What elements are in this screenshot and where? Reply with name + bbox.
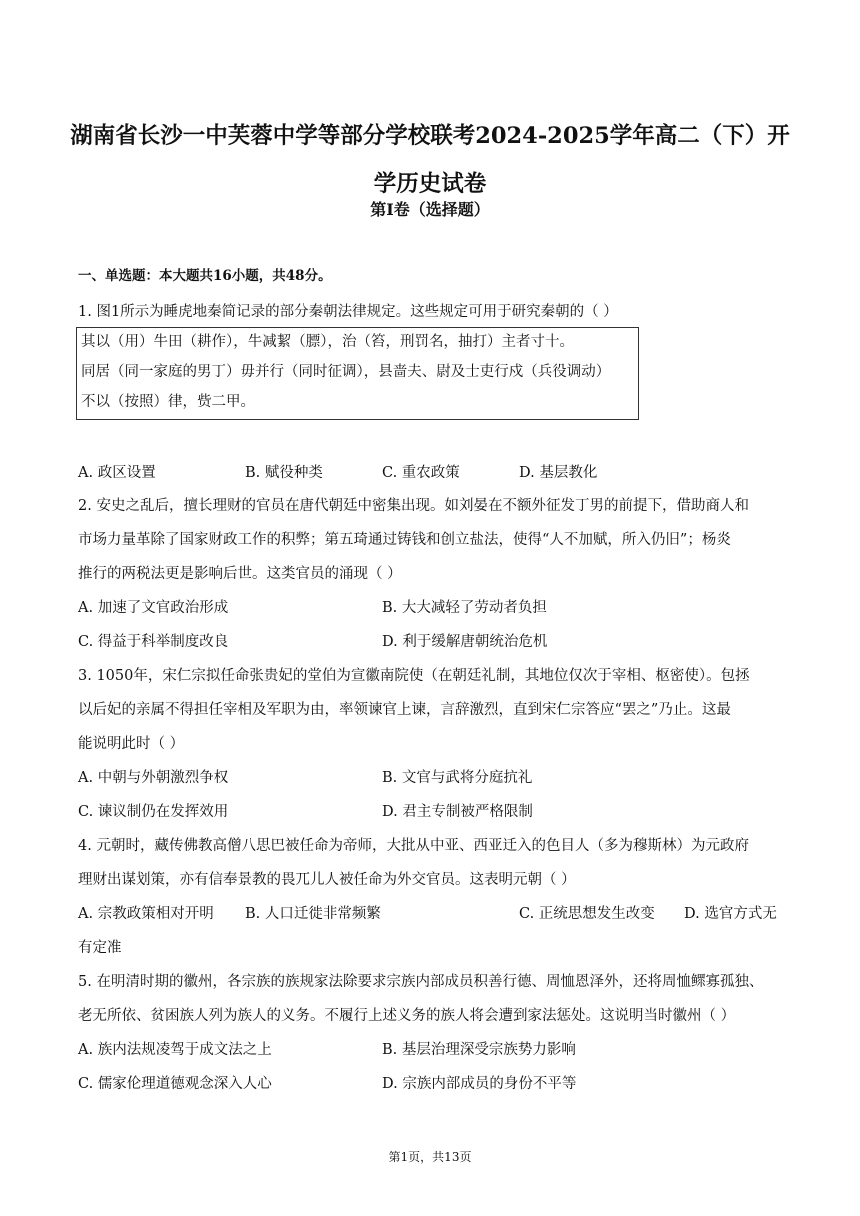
q5-option-c: C. 儒家伦理道德观念深入人心 [78, 1076, 272, 1092]
q5-stem-line-2: 老无所依、贫困族人列为族人的义务。不履行上述义务的族人将会遭到家法惩处。这说明当时徽州（ ） [78, 1008, 736, 1024]
q4-stem-line-2: 理财出谋划策，亦有信奉景教的畏兀儿人被任命为外交官员。这表明元朝（ ） [78, 872, 576, 888]
page-title: 湖南省长沙一中芙蓉中学等部分学校联考2024-2025学年高二（下）开学历史试卷 [70, 123, 790, 197]
q1-box-line-2: 同居（同一家庭的男丁）毋并行（同时征调），县啬夫、尉及士吏行戍（兵役调动） [81, 364, 611, 380]
q3-stem-line-3: 能说明此时（ ） [78, 736, 185, 752]
q2-option-d: D. 利于缓解唐朝统治危机 [382, 634, 548, 650]
q5-option-b: B. 基层治理深受宗族势力影响 [382, 1042, 576, 1058]
q3-option-d: D. 君主专制被严格限制 [382, 804, 533, 820]
q1-source-box [76, 327, 639, 420]
q1-stem: 1. 图1所示为睡虎地秦简记录的部分秦朝法律规定。这些规定可用于研究秦朝的（ ） [78, 304, 618, 320]
q2-option-b: B. 大大减轻了劳动者负担 [382, 600, 547, 616]
q3-option-c: C. 谏议制仍在发挥效用 [78, 804, 229, 820]
q2-option-a: A. 加速了文官政治形成 [78, 600, 229, 616]
section-heading: 一、单选题：本大题共16小题，共48分。 [78, 268, 332, 284]
q3-option-a: A. 中朝与外朝激烈争权 [78, 770, 229, 786]
q2-option-c: C. 得益于科举制度改良 [78, 634, 229, 650]
q5-stem-line-1: 5. 在明清时期的徽州，各宗族的族规家法除要求宗族内部成员积善行德、周恤恩泽外，还将周恤鳏寡孤独、 [78, 974, 764, 990]
q4-option-c: C. 正统思想发生改变 [519, 906, 655, 922]
q1-box-line-1: 其以（用）牛田（耕作），牛减絜（膘），治（笞，刑罚名，抽打）主者寸十。 [81, 334, 574, 350]
q2-stem-line-1: 2. 安史之乱后，擅长理财的官员在唐代朝廷中密集出现。如刘晏在不额外征发丁男的前提下，借助商人和 [78, 498, 749, 514]
q1-option-d: D. 基层教化 [519, 465, 598, 481]
page-footer: 第1页，共13页 [388, 1150, 472, 1164]
q2-stem-line-2: 市场力量革除了国家财政工作的积弊；第五琦通过铸钱和创立盐法，使得“人不加赋，所入仍旧”；杨炎 [78, 532, 731, 548]
q1-option-a: A. 政区设置 [78, 465, 156, 481]
q3-stem-line-2: 以后妃的亲属不得担任宰相及军职为由，率领谏官上谏，言辞激烈，直到宋仁宗答应“罢之”乃止。这最 [78, 702, 731, 718]
q1-option-b: B. 赋役种类 [245, 465, 323, 481]
q1-box-line-3: 不以（按照）律，赀二甲。 [81, 394, 255, 410]
q2-stem-line-3: 推行的两税法更是影响后世。这类官员的涌现（ ） [78, 566, 402, 582]
q4-stem-line-1: 4. 元朝时，藏传佛教高僧八思巴被任命为帝师，大批从中亚、西亚迁入的色目人（多为穆斯林）为元政府 [78, 838, 749, 854]
q3-stem-line-1: 3. 1050年，宋仁宗拟任命张贵妃的堂伯为宣徽南院使（在朝廷礼制，其地位仅次于宰相、枢密使）。包拯 [78, 668, 750, 684]
q5-option-d: D. 宗族内部成员的身份不平等 [382, 1076, 577, 1092]
q4-option-a: A. 宗教政策相对开明 [78, 906, 214, 922]
q3-option-b: B. 文官与武将分庭抗礼 [382, 770, 533, 786]
q4-option-d: D. 选官方式无 [684, 906, 777, 922]
page-subtitle: 第Ⅰ卷（选择题） [370, 200, 490, 219]
q1-option-c: C. 重农政策 [382, 465, 460, 481]
q4-option-b: B. 人口迁徙非常频繁 [245, 906, 381, 922]
q4-option-d-wrap: 有定准 [78, 940, 122, 956]
q5-option-a: A. 族内法规凌驾于成文法之上 [78, 1042, 272, 1058]
